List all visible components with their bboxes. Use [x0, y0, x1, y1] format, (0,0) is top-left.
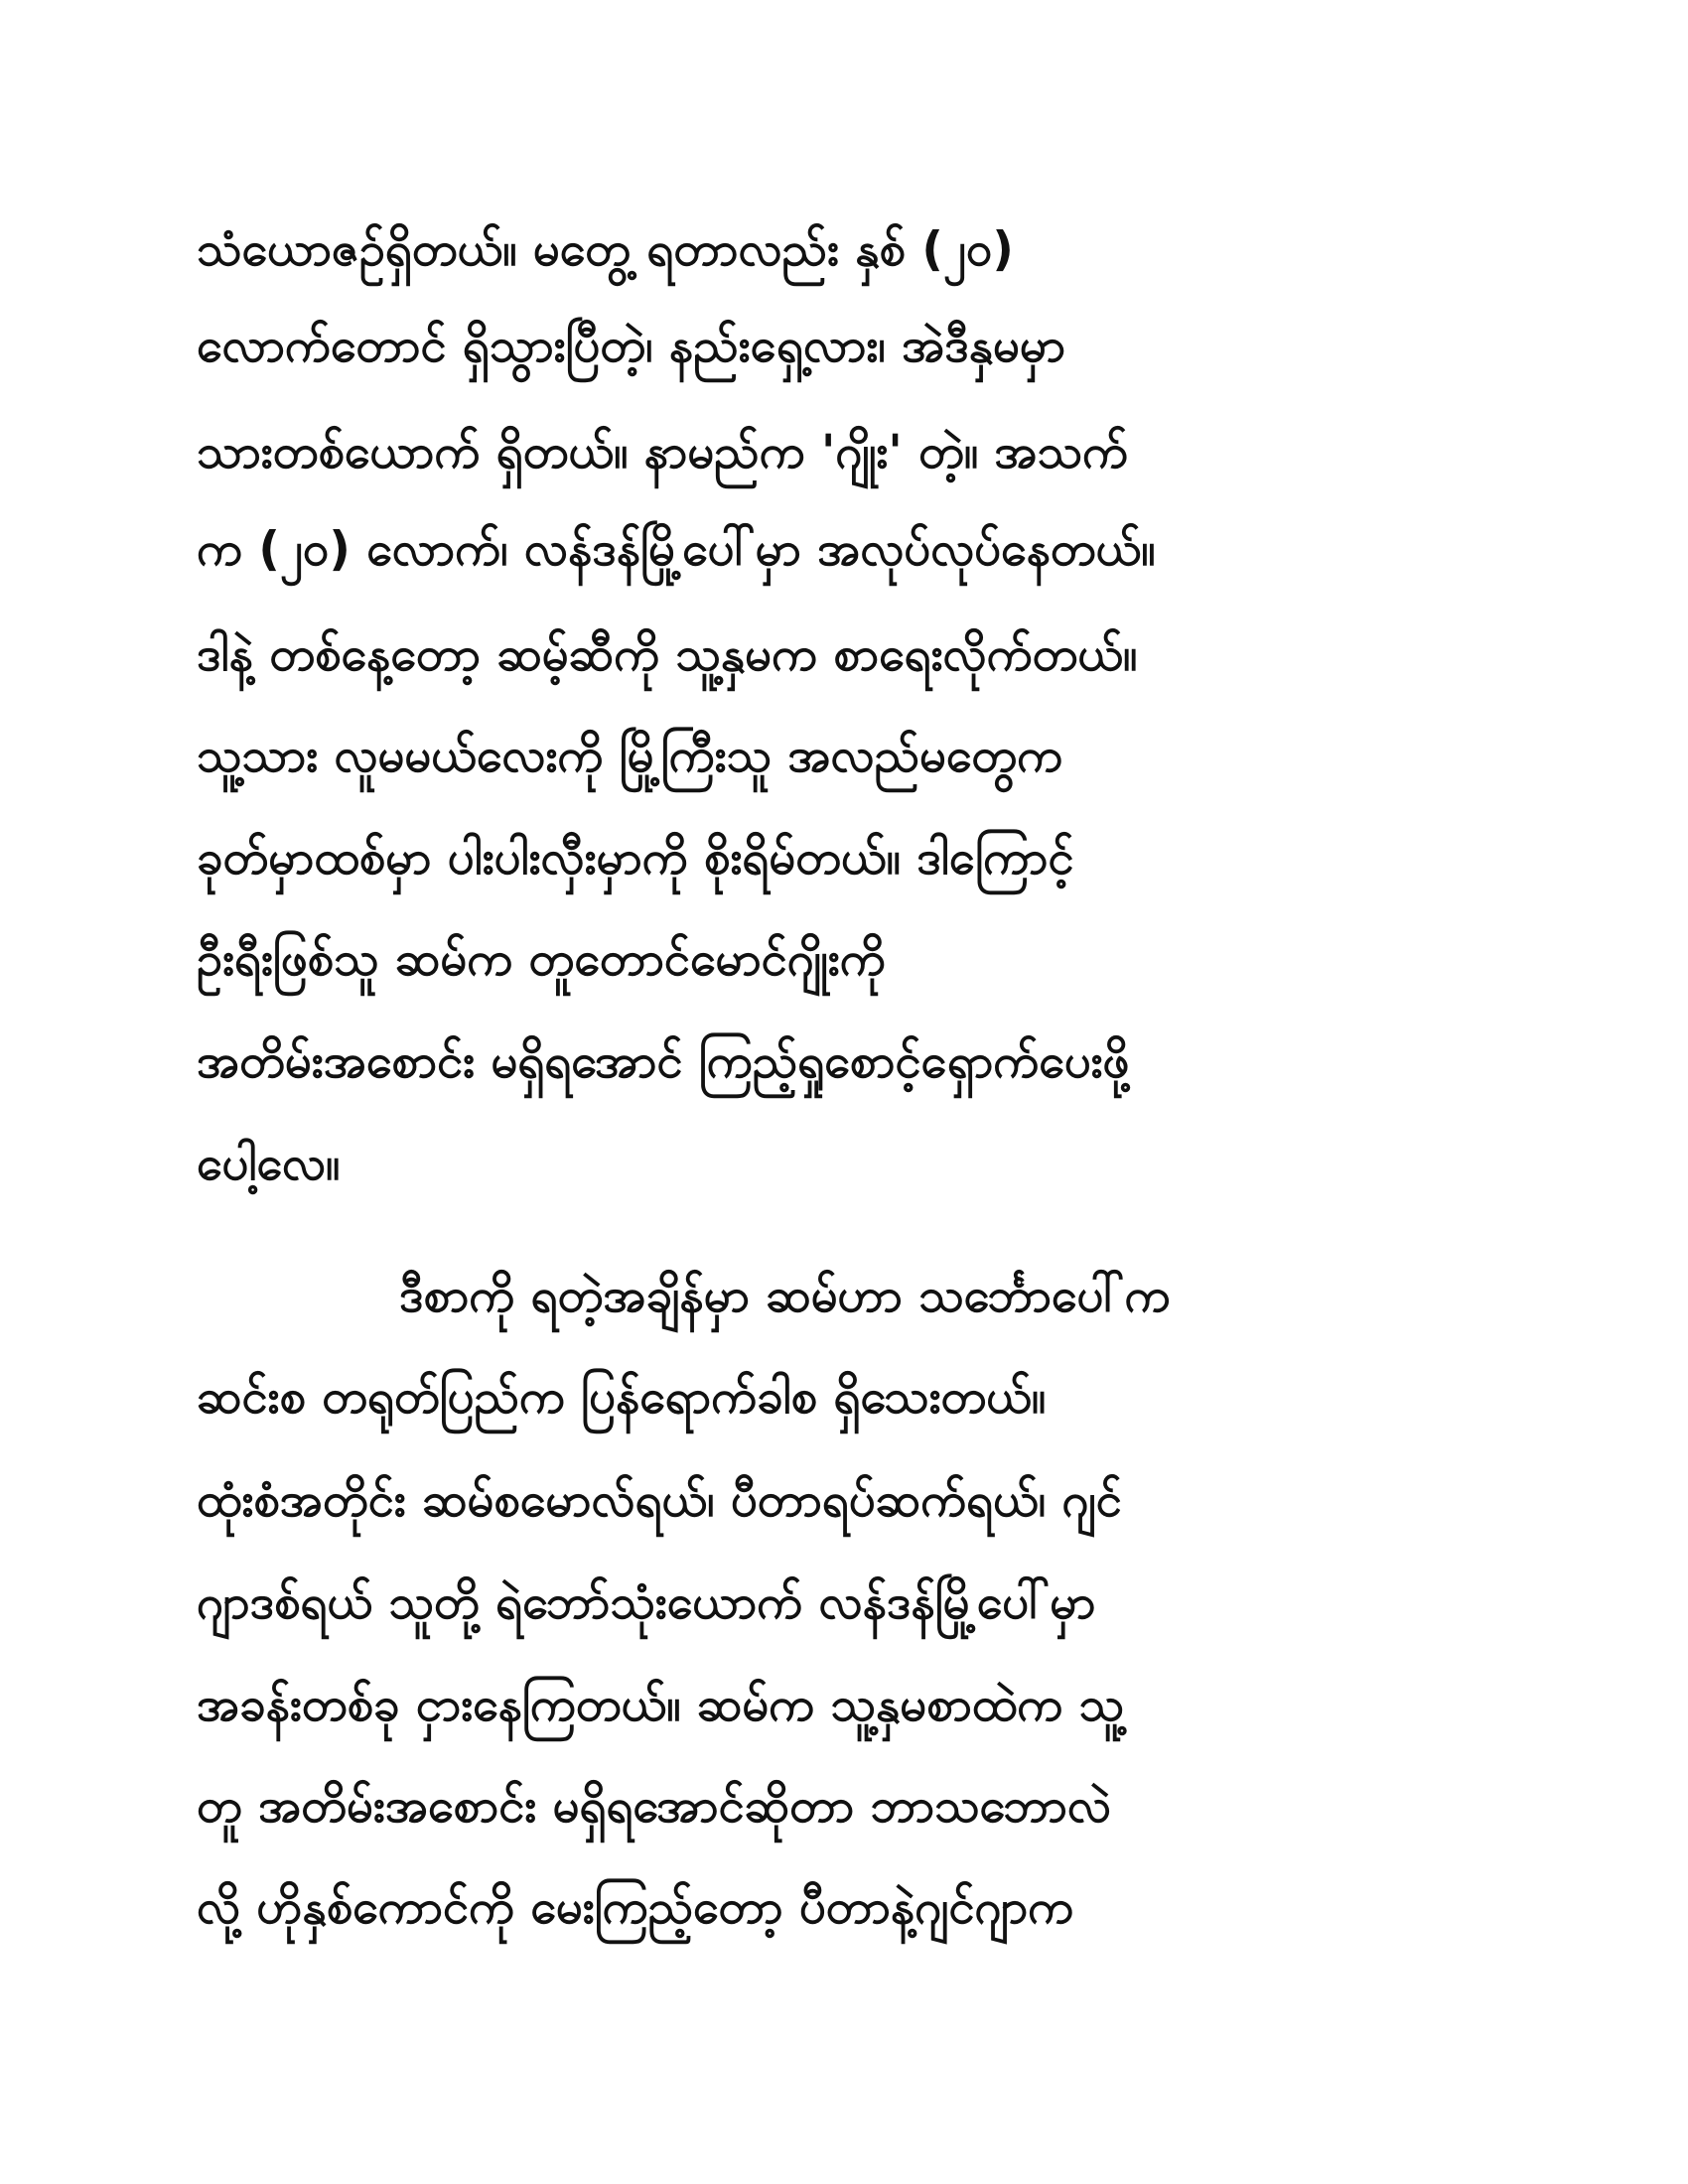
text-line: သားတစ်ယောက် ရှိတယ်။ နာမည်က 'ဂျိုး' တဲ့။ အသက် [197, 425, 1129, 479]
text-line: ဆင်းစ တရုတ်ပြည်က ပြန်ရောက်ခါစ ရှိသေးတယ်။ [197, 1370, 1047, 1425]
text-line: ဒီစာကို ရတဲ့အချိန်မှာ ဆမ်ဟာ သင်္ဘောပေါ်က [399, 1269, 1171, 1323]
text-line: လောက်တောင် ရှိသွားပြီတဲ့၊ နည်းရှေ့လား၊ အဲဒီနှမမှာ [197, 319, 1066, 373]
text-line: အခန်းတစ်ခု ငှားနေကြတယ်။ ဆမ်က သူ့နှမစာထဲက သူ့ [197, 1678, 1125, 1732]
text-line: တူ အတိမ်းအစောင်း မရှိရအောင်ဆိုတာ ဘာသဘောလဲ [197, 1779, 1111, 1834]
text-line: ခုတ်မှာထစ်မှာ ပါးပါးလှီးမှာကို စိုးရိမ်တယ်။ ဒါကြောင့် [197, 831, 1074, 886]
text-line: က (၂၀) လောက်၊ လန်ဒန်မြို့ပေါ်မှာ အလုပ်လုပ်နေတယ်။ [197, 522, 1156, 577]
text-line: သူ့သား လူမမယ်လေးကို မြို့ကြီးသူ အလည်မတွေက [197, 729, 1063, 783]
text-line: အတိမ်းအစောင်း မရှိရအောင် ကြည့်ရှုစောင့်ရှောက်ပေးဖို့ [197, 1034, 1130, 1089]
text-line: သံယောဇဉ်ရှိတယ်။ မတွေ့ ရတာလည်း နှစ် (၂၀) [197, 222, 1014, 277]
text-line: ထုံးစံအတိုင်း ဆမ်စမောလ်ရယ်၊ ပီတာရပ်ဆက်ရယ်၊ ဂျင် [197, 1473, 1122, 1528]
text-line: ဦးရီးဖြစ်သူ ဆမ်က တူတောင်မောင်ဂျိုးကို [197, 932, 886, 987]
text-line: ပေါ့လေ။ [197, 1137, 341, 1191]
text-line: ဒါနဲ့ တစ်နေ့တော့ ဆမ့်ဆီကို သူ့နှမက စာရေးလိုက်တယ်။ [197, 627, 1138, 682]
text-line: လို့ ဟိုနှစ်ကောင်ကို မေးကြည့်တော့ ပီတာနဲ့ဂျင်ဂျာက [197, 1880, 1074, 1935]
text-line: ဂျာဒစ်ရယ် သူတို့ ရဲဘော်သုံးယောက် လန်ဒန်မြို့ပေါ်မှာ [197, 1575, 1096, 1630]
